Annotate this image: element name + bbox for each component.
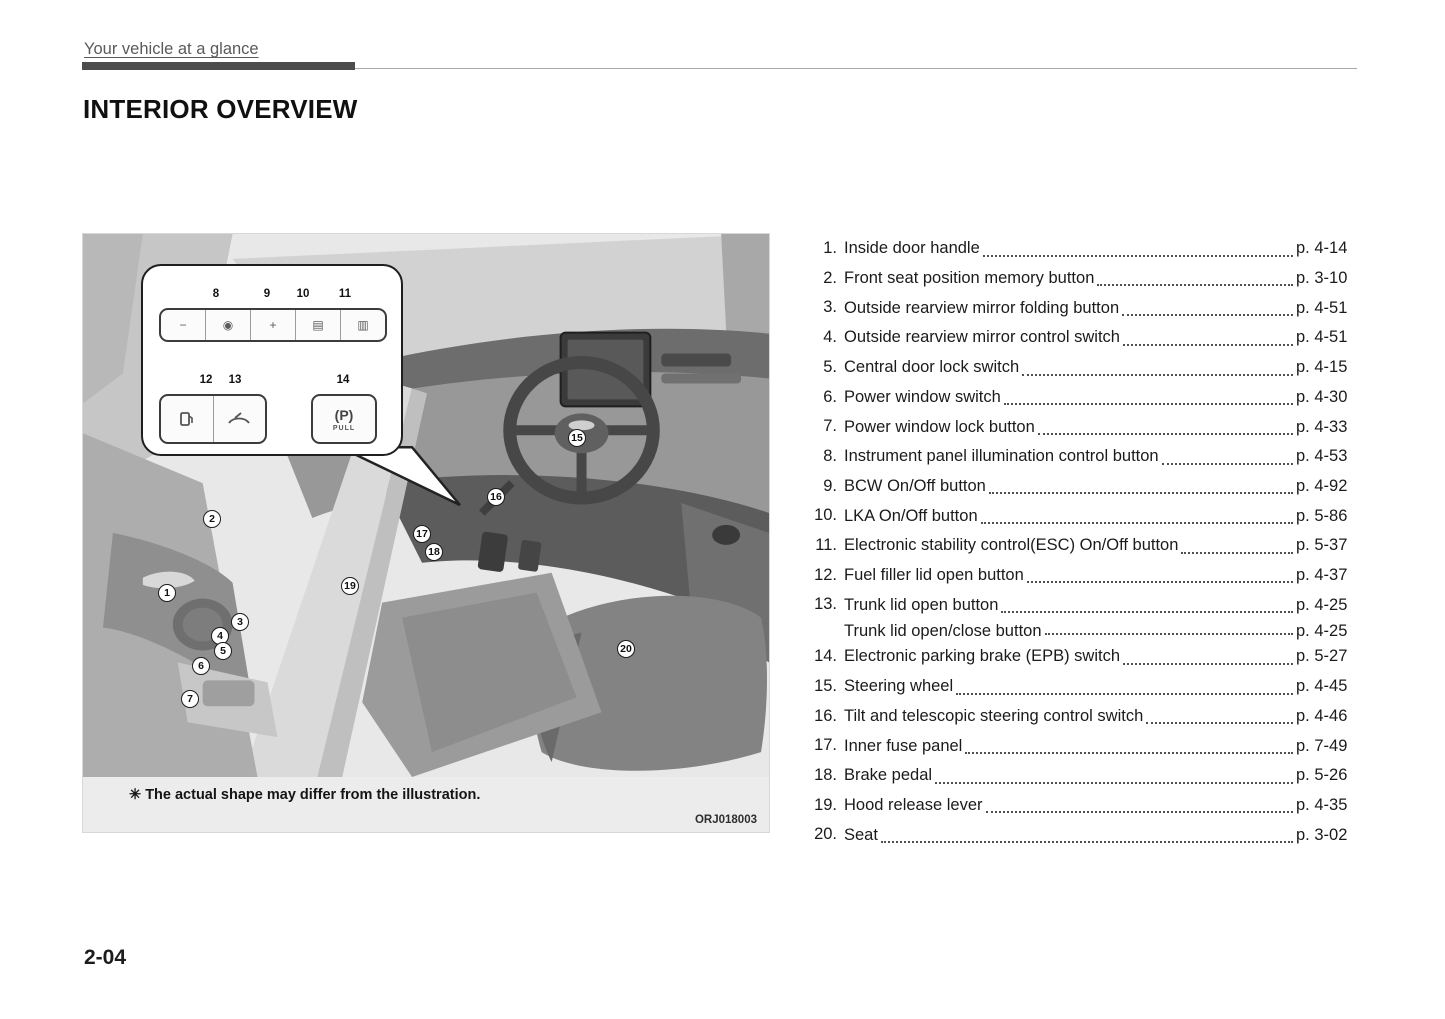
index-item-number: 17. [814, 736, 837, 755]
inset-callout-14: 14 [336, 374, 350, 386]
index-item-page-ref: p. 4-51 [1296, 328, 1348, 347]
illumination-dial-icon: ◉ [206, 310, 251, 340]
index-item-page-ref: p. 4-33 [1296, 417, 1348, 436]
index-item-number: 6. [823, 387, 837, 406]
index-item-page-ref: p. 4-30 [1296, 387, 1348, 406]
dotted-leader [1123, 344, 1293, 346]
index-item-label: Electronic parking brake (EPB) switch [844, 647, 1121, 666]
index-item-number: 1. [823, 239, 837, 257]
index-item-page-ref: p. 4-45 [1296, 677, 1348, 696]
index-item-page-ref: p. 4-51 [1296, 298, 1348, 317]
index-item [800, 323, 1356, 353]
index-item-number: 2. [823, 268, 837, 287]
index-item-number: 12. [814, 565, 837, 584]
index-item-number: 15. [814, 676, 837, 695]
console-inset-panel [141, 264, 403, 456]
callout-5: 5 [214, 642, 232, 660]
index-item-number: 16. [814, 706, 837, 725]
dotted-leader [1004, 403, 1293, 405]
dotted-leader [1162, 463, 1293, 465]
dotted-leader [956, 693, 1293, 695]
interior-illustration [83, 234, 769, 777]
index-item-number: 19. [814, 795, 837, 814]
header-accent-bar [82, 62, 355, 70]
callout-2: 2 [203, 510, 221, 528]
dotted-leader [965, 752, 1293, 754]
dotted-leader [989, 492, 1293, 494]
index-item-label: Electronic stability control(ESC) On/Off button [844, 536, 1179, 555]
callout-6: 6 [192, 657, 210, 675]
index-item-page-ref: p. 4-14 [1296, 239, 1348, 258]
index-item [800, 293, 1356, 323]
dotted-leader [981, 522, 1293, 524]
index-item-label: Inner fuse panel [844, 736, 963, 755]
index-item-number: 13. [814, 595, 837, 614]
index-item [800, 642, 1356, 672]
index-item-label: Trunk lid open button [844, 595, 999, 614]
index-item [800, 442, 1356, 472]
dotted-leader [1045, 633, 1293, 635]
index-item-label: Steering wheel [844, 677, 954, 696]
callout-16: 16 [487, 488, 505, 506]
index-item-number: 7. [823, 417, 837, 436]
dotted-leader [1027, 581, 1293, 583]
dimmer-minus-button-icon: − [161, 310, 206, 340]
index-item [800, 820, 1356, 850]
note-asterisk-icon: ✳ [129, 787, 142, 803]
index-item-page-ref: p. 4-35 [1296, 795, 1348, 814]
callout-1: 1 [158, 584, 176, 602]
index-item [800, 702, 1356, 732]
index-item-page-ref: p. 5-26 [1296, 766, 1348, 785]
dotted-leader [1001, 611, 1293, 613]
index-item-label: Inside door handle [844, 239, 980, 258]
index-item-number: 18. [814, 765, 837, 784]
index-item-label: Hood release lever [844, 795, 983, 814]
index-item-label: Seat [844, 825, 878, 844]
index-item-page-ref: p. 4-15 [1296, 358, 1348, 377]
index-item [800, 791, 1356, 821]
index-item-page-ref: p. 7-49 [1296, 736, 1348, 755]
inset-callout-10: 10 [296, 288, 310, 300]
index-item-label: Brake pedal [844, 766, 933, 785]
index-item [800, 472, 1356, 502]
index-item-page-ref: p. 4-92 [1296, 476, 1348, 495]
parking-brake-icon: (P) [334, 406, 354, 423]
fuel-filler-icon [161, 396, 214, 442]
inset-callout-11: 11 [338, 288, 352, 300]
index-item-label: Fuel filler lid open button [844, 566, 1024, 585]
callout-20: 20 [617, 640, 635, 658]
index-item-page-ref: p. 4-53 [1296, 447, 1348, 466]
index-item-page-ref: p. 5-27 [1296, 647, 1348, 666]
dotted-leader [983, 255, 1293, 257]
callout-17: 17 [413, 525, 431, 543]
dimmer-plus-button-icon: + [251, 310, 296, 340]
inset-callout-12: 12 [199, 374, 213, 386]
dotted-leader [986, 811, 1294, 813]
index-item [800, 264, 1356, 294]
epb-switch-button [311, 394, 377, 444]
index-item [800, 761, 1356, 791]
page-title: INTERIOR OVERVIEW [83, 94, 358, 124]
index-item-label: BCW On/Off button [844, 476, 986, 495]
callout-18: 18 [425, 543, 443, 561]
index-item-number: 10. [814, 506, 837, 525]
callout-19: 19 [341, 577, 359, 595]
bcw-lka-button-icon: ▤ [296, 310, 341, 340]
dotted-leader [1038, 433, 1293, 435]
index-item [800, 412, 1356, 442]
interior-overview-figure [82, 233, 770, 833]
index-item-label: Outside rearview mirror control switch [844, 328, 1120, 347]
trunk-open-icon [214, 396, 266, 442]
index-item-label: Central door lock switch [844, 358, 1020, 377]
index-item-label: Power window switch [844, 387, 1001, 406]
index-item-number: 20. [814, 825, 837, 844]
epb-pull-label: PULL [332, 424, 356, 432]
index-item-page-ref: p. 5-86 [1296, 506, 1348, 525]
inset-callout-8: 8 [212, 288, 220, 300]
index-item-page-ref: p. 4-25 [1296, 621, 1348, 640]
index-item [800, 353, 1356, 383]
index-item-label: Front seat position memory button [844, 269, 1095, 288]
index-item [800, 501, 1356, 531]
dotted-leader [935, 782, 1293, 784]
page-number: 2-04 [84, 946, 127, 969]
inset-callout-13: 13 [228, 374, 242, 386]
index-item-number: 9. [823, 476, 837, 495]
index-item-number: 4. [823, 328, 837, 347]
dotted-leader [1097, 284, 1293, 286]
breadcrumb: Your vehicle at a glance [84, 40, 259, 58]
dotted-leader [1181, 552, 1293, 554]
esc-button-icon: ▥ [357, 318, 369, 332]
index-item-label: Instrument panel illumination control button [844, 447, 1159, 466]
index-item-page-ref: p. 4-46 [1296, 706, 1348, 725]
index-item [800, 383, 1356, 413]
figure-caption [83, 777, 769, 832]
callout-15: 15 [568, 429, 586, 447]
index-item-label: LKA On/Off button [844, 506, 978, 525]
index-item [800, 234, 1356, 264]
brake-pedal-shape [477, 531, 508, 572]
index-item-page-ref: p. 3-02 [1296, 825, 1348, 844]
index-item-label: Power window lock button [844, 417, 1035, 436]
callout-3: 3 [231, 613, 249, 631]
index-item-page-ref: p. 4-25 [1296, 595, 1348, 614]
dotted-leader [1146, 722, 1293, 724]
callout-7: 7 [181, 690, 199, 708]
index-list [800, 234, 1356, 850]
index-item [800, 531, 1356, 561]
index-item [800, 561, 1356, 591]
index-item-number: 3. [823, 298, 837, 317]
figure-code: ORJ018003 [694, 814, 757, 826]
index-item-page-ref: p. 4-37 [1296, 566, 1348, 585]
index-item-number: 8. [823, 446, 837, 465]
figure-note: ✳ The actual shape may differ from the illustration. [129, 787, 481, 803]
fuel-trunk-button-group [159, 394, 267, 444]
index-item-label: Outside rearview mirror folding button [844, 298, 1120, 317]
overhead-button-bar [159, 308, 387, 342]
index-item-label: Trunk lid open/close button [844, 621, 1042, 640]
dotted-leader [881, 841, 1293, 843]
index-item-page-ref: p. 3-10 [1296, 269, 1348, 288]
index-item-number: 14. [814, 647, 837, 666]
dotted-leader [1123, 663, 1293, 665]
inset-callout-9: 9 [263, 288, 271, 300]
index-item [800, 731, 1356, 761]
index-item-number: 11. [815, 536, 837, 555]
dotted-leader [1122, 314, 1293, 316]
callout-4: 4 [211, 627, 229, 645]
dotted-leader [1022, 374, 1293, 376]
index-item [800, 590, 1356, 642]
index-item-page-ref: p. 5-37 [1296, 536, 1348, 555]
index-item-label: Tilt and telescopic steering control switch [844, 706, 1144, 725]
index-item [800, 672, 1356, 702]
index-item-number: 5. [823, 357, 837, 376]
